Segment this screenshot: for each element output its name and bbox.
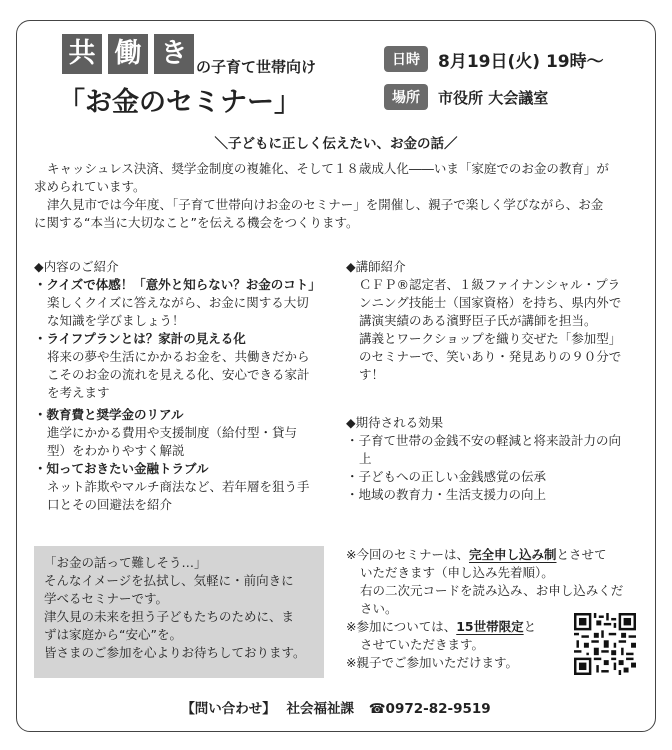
message-line: そんなイメージを払拭し、気軽に・前向きに — [44, 573, 294, 588]
effects-heading: ◆期待される効果 — [346, 415, 444, 430]
note-1-line: さい。 — [360, 601, 398, 616]
note-1-line: 右の二次元コードを読み込み、お申し込みくだ — [360, 583, 624, 598]
message-line: 「お金の話って難しそう…」 — [44, 555, 207, 570]
content-item-line: 口とその回避法を紹介 — [47, 497, 173, 512]
effects-section — [346, 414, 646, 504]
content-item-line: 進学にかかる費用や支援制度（給付型・貸与 — [47, 425, 298, 440]
date-value: 8月19日(火) 19時〜 — [438, 51, 604, 72]
phone-icon: ☎ — [368, 701, 386, 717]
date-tag: 日時 — [384, 46, 428, 72]
content-item-title: ・クイズで体感！「意外と知らない？お金のコト」 — [34, 277, 321, 292]
note-2-line: させていただきます。 — [360, 637, 485, 652]
title-block — [62, 34, 200, 74]
subtitle: ＼子どもに正しく伝えたい、お金の話／ — [214, 136, 458, 152]
contact-dept: 社会福祉課 — [286, 701, 355, 717]
note-2: ※参加については、15世帯限定と — [346, 619, 537, 634]
effects-line: ・子どもへの正しい金銭感覚の伝承 — [346, 469, 547, 484]
content-section — [34, 258, 334, 514]
intro-line: キャッシュレス決済、奨学金制度の複雑化、そして１８歳成人化――いま「家庭でのお金の教育」が — [47, 161, 609, 176]
lecturer-line: ＣＦＰ®認定者、１級ファイナンシャル・プラ — [359, 277, 621, 292]
effects-line: ・子育て世帯の金銭不安の軽減と将来設計力の向 — [346, 433, 622, 448]
content-item-line: 将来の夢や生活にかかるお金を、共働きだから — [47, 349, 310, 364]
intro-paragraph — [34, 160, 644, 232]
content-item-line: ネット詐欺やマルチ商法など、若年層を狙う手 — [47, 479, 310, 494]
place-value: 市役所 大会議室 — [438, 88, 549, 107]
content-item-line: 楽しくクイズに答えながら、お金に関する大切 — [47, 295, 309, 310]
content-item-line: を考えます — [47, 385, 110, 400]
title-char-1: 共 — [62, 34, 102, 74]
contact-line — [0, 697, 672, 717]
title-main: 「お金のセミナー」 — [58, 87, 301, 118]
date-row — [384, 46, 604, 72]
lecturer-line: ンニング技能士（国家資格）を持ち、県内外で — [359, 295, 622, 310]
contact-label: 【問い合わせ】 — [181, 701, 276, 717]
note-1-line: いただきます（申し込み先着順）。 — [360, 565, 554, 580]
lecturer-line: 講演実績のある濱野臣子氏が講師を担当。 — [359, 313, 597, 328]
place-tag: 場所 — [384, 84, 428, 110]
contact-phone[interactable]: 0972-82-9519 — [385, 701, 491, 717]
title-suffix: の子育て世帯向け — [196, 58, 317, 76]
message-line: 学べるセミナーです。 — [44, 591, 169, 606]
intro-line: 求められています。 — [34, 179, 146, 194]
qr-code[interactable] — [574, 613, 636, 675]
lecturer-section — [346, 258, 646, 384]
title-char-2: 働 — [108, 34, 148, 74]
note-1: ※今回のセミナーは、完全申し込み制とさせて — [346, 547, 607, 562]
message-line: ずは家庭から“安心”を。 — [44, 627, 182, 642]
message-box — [34, 546, 324, 678]
lecturer-line: す！ — [359, 367, 385, 382]
effects-line: ・地域の教育力・生活支援力の向上 — [346, 487, 547, 502]
place-row — [384, 84, 548, 110]
content-item-line: こそのお金の流れを見える化、安心できる家計 — [47, 367, 310, 382]
content-item-line: 型）をわかりやすく解説 — [47, 443, 185, 458]
registration-required: 完全申し込み制 — [468, 547, 557, 562]
message-line: 皆さまのご参加を心よりお待ちしております。 — [44, 645, 306, 660]
content-item-title: ・ライフプランとは？家計の見える化 — [34, 331, 246, 346]
intro-line: に関する“本当に大切なこと”を伝える機会をつくります。 — [34, 215, 359, 230]
lecturer-line: のセミナーで、笑いあり・発見ありの９０分で — [359, 349, 622, 364]
note-3: ※親子でご参加いただけます。 — [346, 655, 518, 670]
content-item-title: ・教育費と奨学金のリアル — [34, 407, 184, 422]
content-item-line: な知識を学びましょう！ — [47, 313, 185, 328]
household-limit: 15世帯限定 — [456, 619, 524, 634]
lecturer-heading: ◆講師紹介 — [346, 259, 406, 274]
lecturer-line: 講義とワークショップを織り交ぜた「参加型」 — [359, 331, 622, 346]
message-line: 津久見の未来を担う子どもたちのために、ま — [44, 609, 295, 624]
title-char-3: き — [154, 34, 194, 74]
content-heading: ◆内容のご紹介 — [34, 259, 119, 274]
content-item-title: ・知っておきたい金融トラブル — [34, 461, 209, 476]
intro-line: 津久見市では今年度、「子育て世帯向けお金のセミナー」を開催し、親子で楽しく学びながら、お金 — [47, 197, 604, 212]
effects-line: 上 — [359, 451, 372, 466]
